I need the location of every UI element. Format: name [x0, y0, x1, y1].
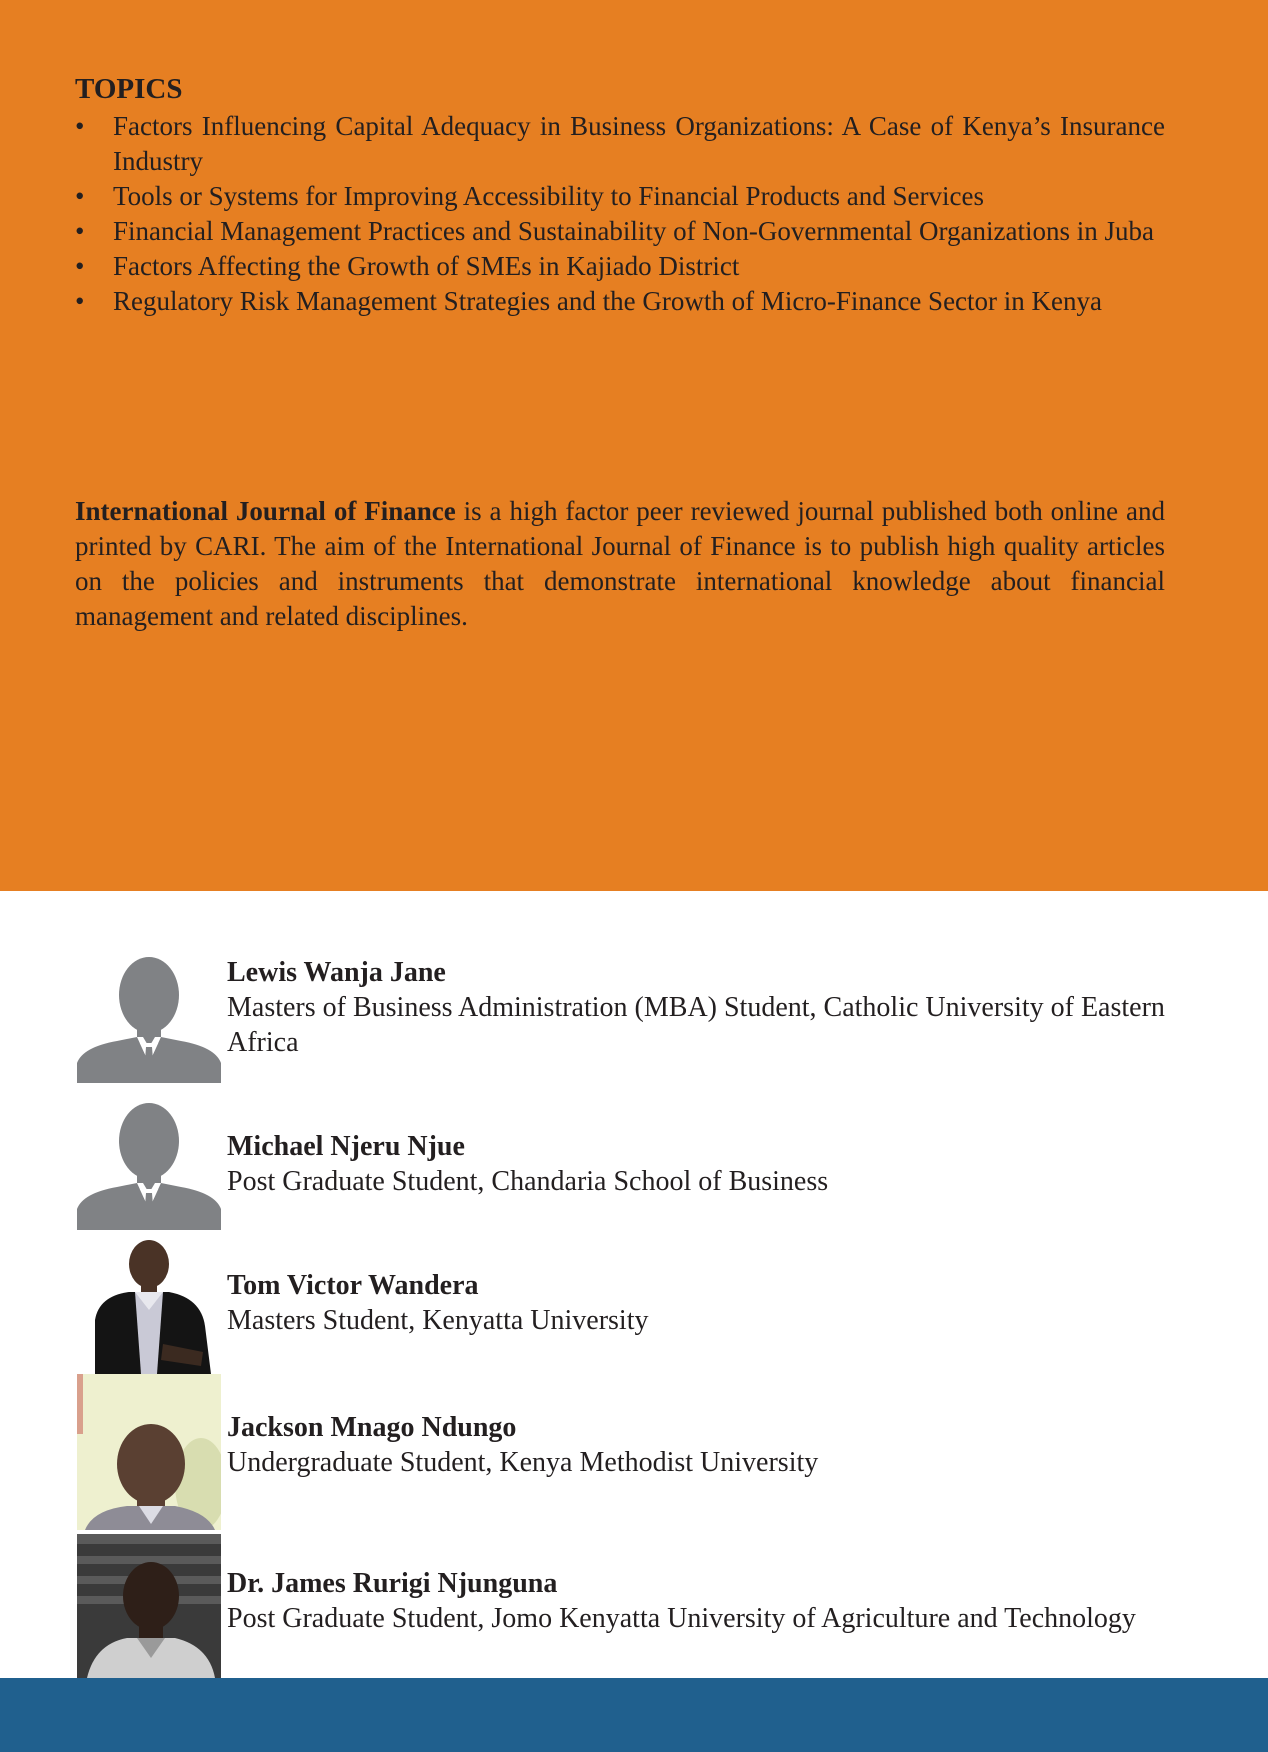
author-role: Post Graduate Student, Jomo Kenyatta University of Agriculture and Technology: [227, 1603, 1136, 1634]
author-name: Michael Njeru Njue: [227, 1131, 465, 1162]
topic-item: • Regulatory Risk Management Strategies and the Growth of Micro-Finance Sector in Kenya: [75, 284, 1165, 319]
author-entry: [77, 1234, 1187, 1374]
author-name: Lewis Wanja Jane: [227, 957, 446, 988]
topic-item: • Factors Affecting the Growth of SMEs in Kajiado District: [75, 249, 1165, 284]
topics-list: [75, 109, 1165, 319]
journal-description: [75, 494, 1165, 634]
silhouette-icon: [77, 955, 221, 1083]
author-photo: [77, 1534, 221, 1678]
journal-name: International Journal of Finance: [75, 496, 456, 526]
bullet-icon: •: [75, 216, 85, 246]
bullet-icon: •: [75, 251, 85, 281]
author-name: Tom Victor Wandera: [227, 1270, 479, 1301]
silhouette-icon: [77, 1101, 221, 1230]
author-photo: [77, 1234, 221, 1374]
bullet-icon: •: [75, 286, 85, 316]
author-entry: [77, 955, 1187, 1083]
author-role: Masters Student, Kenyatta University: [227, 1305, 649, 1336]
topic-item: • Factors Influencing Capital Adequacy in Business Organizations: A Case of Kenya’s Insurance Industry: [75, 111, 1165, 176]
author-name: Jackson Mnago Ndungo: [227, 1412, 517, 1443]
author-name: Dr. James Rurigi Njunguna: [227, 1568, 558, 1599]
bullet-icon: •: [75, 111, 85, 141]
journal-description-text: is a high factor peer reviewed journal published both online and printed by CARI. The aim of the International Journal of Finance is to publish high quality articles on the policies and instruments that demonstrate international knowledge about financial management and related disciplines.: [75, 496, 1165, 631]
footer-band: [0, 1678, 1268, 1752]
topic-item: • Financial Management Practices and Sustainability of Non-Governmental Organizations in Juba: [75, 214, 1165, 249]
author-entry: [77, 1374, 1187, 1530]
author-entry: [77, 1534, 1187, 1678]
author-role: Masters of Business Administration (MBA) Student, Catholic University of Eastern Africa: [227, 992, 1165, 1058]
topic-item: • Tools or Systems for Improving Accessibility to Financial Products and Services: [75, 179, 1165, 214]
bullet-icon: •: [75, 181, 85, 211]
author-role: Undergraduate Student, Kenya Methodist University: [227, 1447, 819, 1478]
topics-heading: TOPICS: [75, 73, 183, 105]
author-entry: [77, 1101, 1187, 1230]
author-photo: [77, 1374, 221, 1530]
author-role: Post Graduate Student, Chandaria School of Business: [227, 1166, 829, 1197]
